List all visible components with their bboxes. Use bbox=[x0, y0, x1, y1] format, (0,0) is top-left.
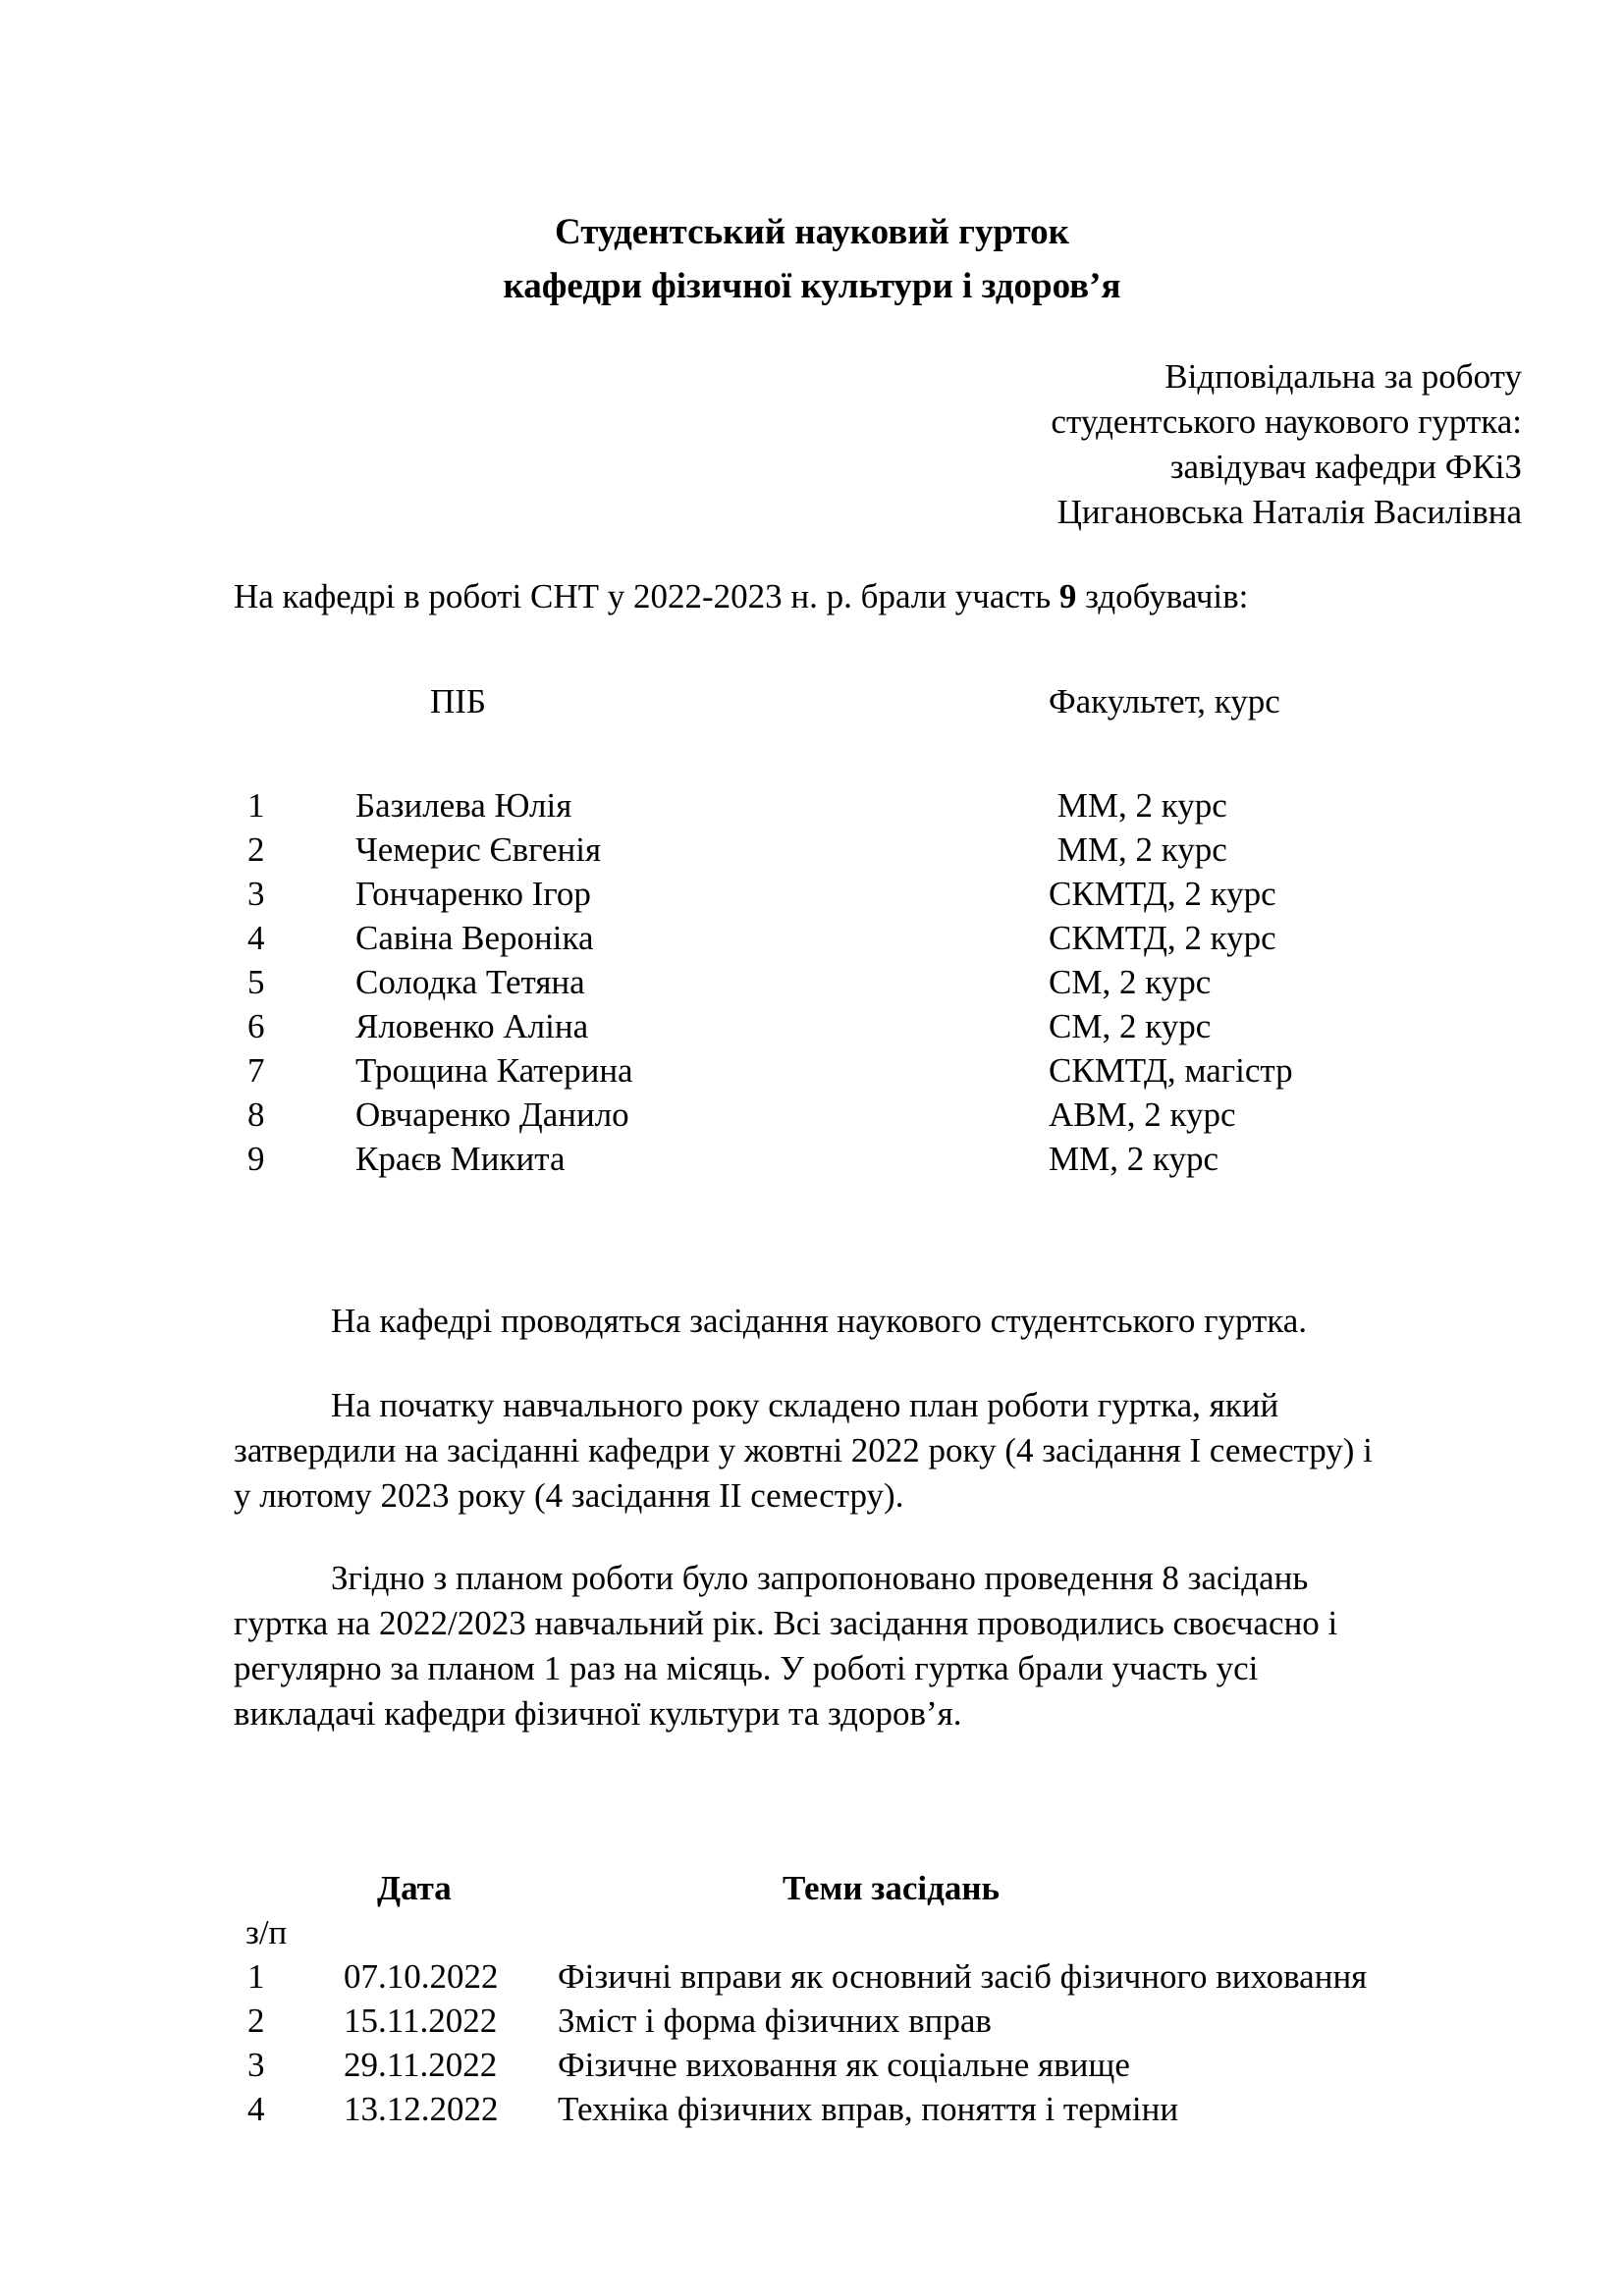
meetings-header-date: Дата bbox=[377, 1869, 452, 1907]
meetings-header-topic: Теми засідань bbox=[783, 1869, 1001, 1907]
meeting-row bbox=[0, 2003, 1624, 2043]
student-name: Краєв Микита bbox=[355, 1140, 566, 1178]
student-faculty: ММ, 2 курс bbox=[1049, 830, 1227, 869]
intro-sentence bbox=[234, 579, 1248, 614]
meeting-row bbox=[0, 2048, 1624, 2087]
intro-text-after: здобувачів: bbox=[1076, 577, 1249, 615]
meeting-number: 4 bbox=[247, 2090, 265, 2128]
student-row bbox=[0, 1142, 1624, 1181]
responsible-line-3: завідувач кафедри ФКіЗ bbox=[1169, 448, 1522, 486]
responsible-line-4: Цигановська Наталія Василівна bbox=[1056, 493, 1522, 531]
paragraph-3-line: викладачі кафедри фізичної культури та здоров’я. bbox=[234, 1694, 962, 1733]
meetings-header-number: з/п bbox=[245, 1913, 288, 1951]
responsible-line-1: Відповідальна за роботу bbox=[1164, 357, 1522, 396]
students-header-faculty: Факультет, курс bbox=[1049, 682, 1280, 721]
meeting-date: 07.10.2022 bbox=[344, 1957, 499, 1996]
meeting-row bbox=[0, 2092, 1624, 2131]
student-row bbox=[0, 1009, 1624, 1048]
paragraph-3-line: Згідно з планом роботи було запропоновано проведення 8 засідань bbox=[331, 1559, 1309, 1597]
student-row bbox=[0, 1097, 1624, 1137]
meeting-topic: Фізичні вправи як основний засіб фізичного виховання bbox=[558, 1957, 1368, 1996]
paragraph-2-line: На початку навчального року складено план роботи гуртка, який bbox=[331, 1386, 1279, 1424]
paragraph-3-line: гуртка на 2022/2023 навчальний рік. Всі засідання проводились своєчасно і bbox=[234, 1604, 1338, 1642]
student-number: 7 bbox=[247, 1051, 265, 1090]
student-faculty: ММ, 2 курс bbox=[1049, 1140, 1219, 1178]
student-number: 4 bbox=[247, 919, 265, 957]
meeting-number: 2 bbox=[247, 2002, 265, 2040]
student-row bbox=[0, 921, 1624, 960]
meeting-topic: Фізичне виховання як соціальне явище bbox=[558, 2046, 1130, 2084]
student-number: 8 bbox=[247, 1095, 265, 1134]
document-title-line-1: Студентський науковий гурток bbox=[555, 212, 1069, 252]
student-faculty: СКМТД, магістр bbox=[1049, 1051, 1293, 1090]
student-name: Базилева Юлія bbox=[355, 786, 572, 825]
student-number: 9 bbox=[247, 1140, 265, 1178]
student-name: Савіна Вероніка bbox=[355, 919, 594, 957]
intro-text-before: На кафедрі в роботі СНТ у 2022-2023 н. р. брали участь bbox=[234, 577, 1059, 615]
student-name: Трощина Катерина bbox=[355, 1051, 633, 1090]
paragraph-2-line: затвердили на засіданні кафедри у жовтні 2022 року (4 засідання І семестру) і bbox=[234, 1431, 1373, 1469]
participant-count: 9 bbox=[1058, 577, 1077, 615]
meeting-topic: Техніка фізичних вправ, поняття і терміни bbox=[558, 2090, 1179, 2128]
meeting-number: 3 bbox=[247, 2046, 265, 2084]
student-number: 6 bbox=[247, 1007, 265, 1045]
student-faculty: СКМТД, 2 курс bbox=[1049, 919, 1276, 957]
student-faculty: СМ, 2 курс bbox=[1049, 963, 1212, 1001]
student-number: 3 bbox=[247, 875, 265, 913]
paragraph-2-line: у лютому 2023 року (4 засідання ІІ семестру). bbox=[234, 1476, 904, 1515]
student-name: Гончаренко Ігор bbox=[355, 875, 591, 913]
meeting-number: 1 bbox=[247, 1957, 265, 1996]
student-name: Чемерис Євгенія bbox=[355, 830, 602, 869]
meeting-date: 15.11.2022 bbox=[344, 2002, 498, 2040]
student-row bbox=[0, 788, 1624, 828]
student-row bbox=[0, 832, 1624, 872]
student-row bbox=[0, 1053, 1624, 1093]
responsible-line-2: студентського наукового гуртка: bbox=[1051, 402, 1522, 441]
student-row bbox=[0, 965, 1624, 1004]
document-title-line-2: кафедри фізичної культури і здоров’я bbox=[503, 266, 1121, 306]
student-name: Яловенко Аліна bbox=[355, 1007, 589, 1045]
meeting-date: 29.11.2022 bbox=[344, 2046, 498, 2084]
student-faculty: СМ, 2 курс bbox=[1049, 1007, 1212, 1045]
student-number: 5 bbox=[247, 963, 265, 1001]
student-faculty: АВМ, 2 курс bbox=[1049, 1095, 1236, 1134]
students-header-name: ПІБ bbox=[430, 682, 487, 721]
student-faculty: СКМТД, 2 курс bbox=[1049, 875, 1276, 913]
paragraph-1: На кафедрі проводяться засідання наукового студентського гуртка. bbox=[331, 1302, 1308, 1340]
student-number: 2 bbox=[247, 830, 265, 869]
meeting-date: 13.12.2022 bbox=[344, 2090, 499, 2128]
student-number: 1 bbox=[247, 786, 265, 825]
student-name: Солодка Тетяна bbox=[355, 963, 585, 1001]
paragraph-3-line: регулярно за планом 1 раз на місяць. У роботі гуртка брали участь усі bbox=[234, 1649, 1259, 1687]
student-row bbox=[0, 877, 1624, 916]
student-name: Овчаренко Данило bbox=[355, 1095, 629, 1134]
meeting-topic: Зміст і форма фізичних вправ bbox=[558, 2002, 992, 2040]
meeting-row bbox=[0, 1959, 1624, 1999]
student-faculty: ММ, 2 курс bbox=[1049, 786, 1227, 825]
